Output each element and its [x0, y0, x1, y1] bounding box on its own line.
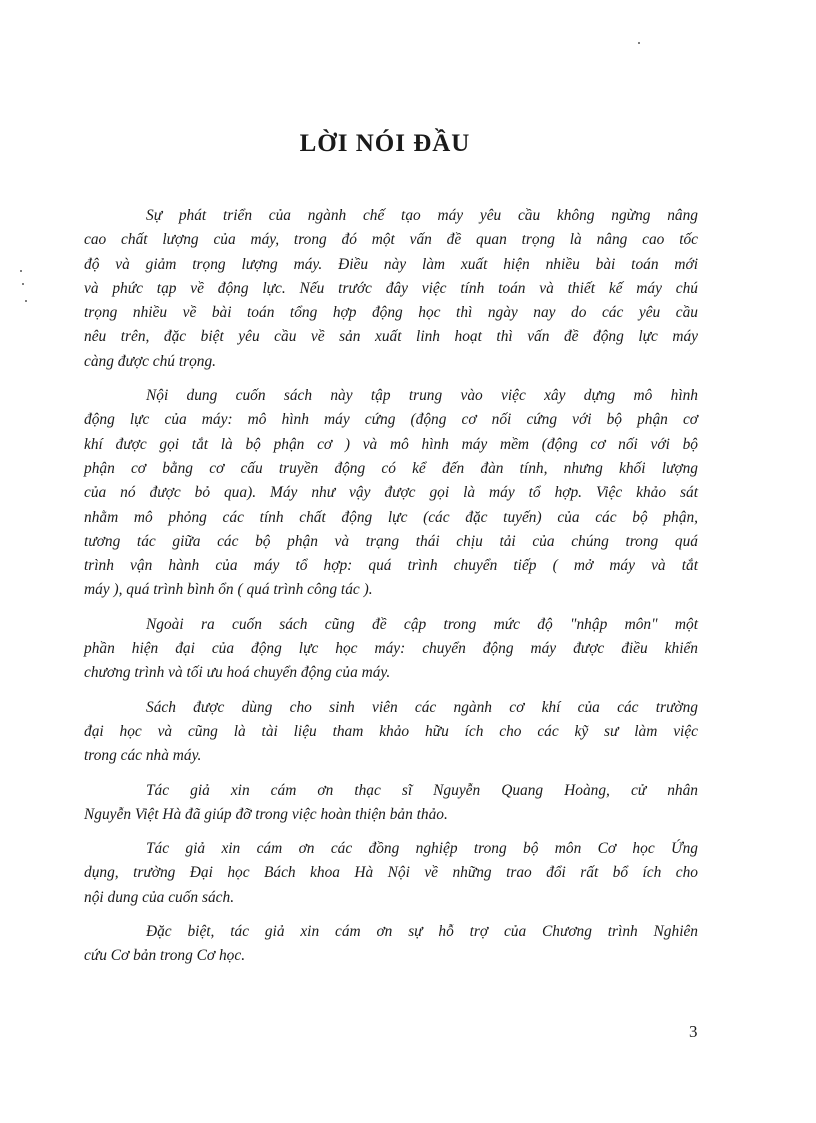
page-title: LỜI NÓI ĐẦU — [299, 130, 471, 157]
paragraph — [84, 204, 698, 374]
text-line: Sách được dùng cho sinh viên các ngành cơ khí của các trường — [146, 698, 698, 716]
text-line: trọng nhiều về bài toán tổng hợp động học thì ngày nay do các yêu cầu — [84, 304, 698, 322]
paragraph — [84, 613, 698, 686]
text-line: Nội dung cuốn sách này tập trung vào việc xây dựng mô hình — [146, 387, 698, 405]
text-line: khí được gọi tắt là bộ phận cơ ) và mô hình máy mềm (động cơ nối với bộ — [84, 435, 698, 453]
paragraph — [84, 920, 698, 969]
text-line: trình vận hành của máy tổ hợp: quá trình chuyển tiếp ( mở máy và tắt — [84, 557, 698, 575]
text-line: Ngoài ra cuốn sách cũng đề cập trong mức độ "nhập môn" một — [146, 615, 698, 633]
text-line: Sự phát triển của ngành chế tạo máy yêu cầu không ngừng nâng — [146, 207, 698, 224]
text-line: độ và giảm trọng lượng máy. Điều này làm xuất hiện nhiều bài toán mới — [84, 255, 698, 273]
preface-body — [84, 204, 698, 979]
text-line: Tác giả xin cám ơn các đồng nghiệp trong bộ môn Cơ học Ứng — [146, 840, 698, 858]
scan-speck — [20, 270, 22, 272]
text-line: chương trình và tối ưu hoá chuyển động của máy. — [84, 664, 391, 682]
text-line: cao chất lượng của máy, trong đó một vấn đề quan trọng là nâng cao tốc — [84, 231, 698, 249]
text-line: nội dung của cuốn sách. — [84, 888, 235, 906]
paragraph — [84, 384, 698, 603]
text-line: Tác giả xin cám ơn thạc sĩ Nguyễn Quang Hoàng, cử nhân — [146, 781, 698, 799]
text-line: máy ), quá trình bình ổn ( quá trình công tác ). — [84, 581, 373, 599]
scan-speck — [25, 300, 27, 302]
page-number: 3 — [689, 1022, 698, 1041]
text-line: càng được chú trọng. — [84, 352, 217, 370]
text-line: nhằm mô phỏng các tính chất động lực (các đặc tuyến) của các bộ phận, — [84, 508, 698, 526]
scan-speck — [638, 42, 640, 44]
text-line: trong các nhà máy. — [84, 747, 202, 765]
scan-speck — [22, 283, 24, 285]
text-line: đại học và cũng là tài liệu tham khảo hữu ích cho các kỹ sư làm việc — [84, 722, 698, 740]
text-line: cứu Cơ bản trong Cơ học. — [84, 947, 246, 965]
text-line: động lực của máy: mô hình máy cứng (động cơ nối cứng với bộ phận cơ — [84, 411, 698, 429]
text-line: nêu trên, đặc biệt yêu cầu về sản xuất linh hoạt thì vấn đề động lực máy — [84, 328, 698, 346]
text-line: Đặc biệt, tác giả xin cám ơn sự hỗ trợ của Chương trình Nghiên — [146, 923, 698, 941]
text-line: phần hiện đại của động lực học máy: chuyển động máy được điều khiển — [84, 640, 698, 658]
paragraph — [84, 696, 698, 769]
text-line: của nó được bỏ qua). Máy như vậy được gọi là máy tổ hợp. Việc khảo sát — [84, 484, 698, 502]
text-line: và phức tạp về động lực. Nếu trước đây việc tính toán và thiết kế máy chú — [84, 279, 698, 297]
text-line: phận cơ bằng cơ cấu truyền động có kể đến đàn tính, nhưng khối lượng — [84, 459, 698, 477]
text-line: tương tác giữa các bộ phận và trạng thái chịu tải của chúng trong quá — [84, 532, 698, 550]
paragraph — [84, 837, 698, 910]
paragraph — [84, 779, 698, 828]
text-line: dụng, trường Đại học Bách khoa Hà Nội về những trao đổi rất bổ ích cho — [84, 864, 698, 882]
text-line: Nguyễn Việt Hà đã giúp đỡ trong việc hoàn thiện bản thảo. — [84, 805, 448, 823]
